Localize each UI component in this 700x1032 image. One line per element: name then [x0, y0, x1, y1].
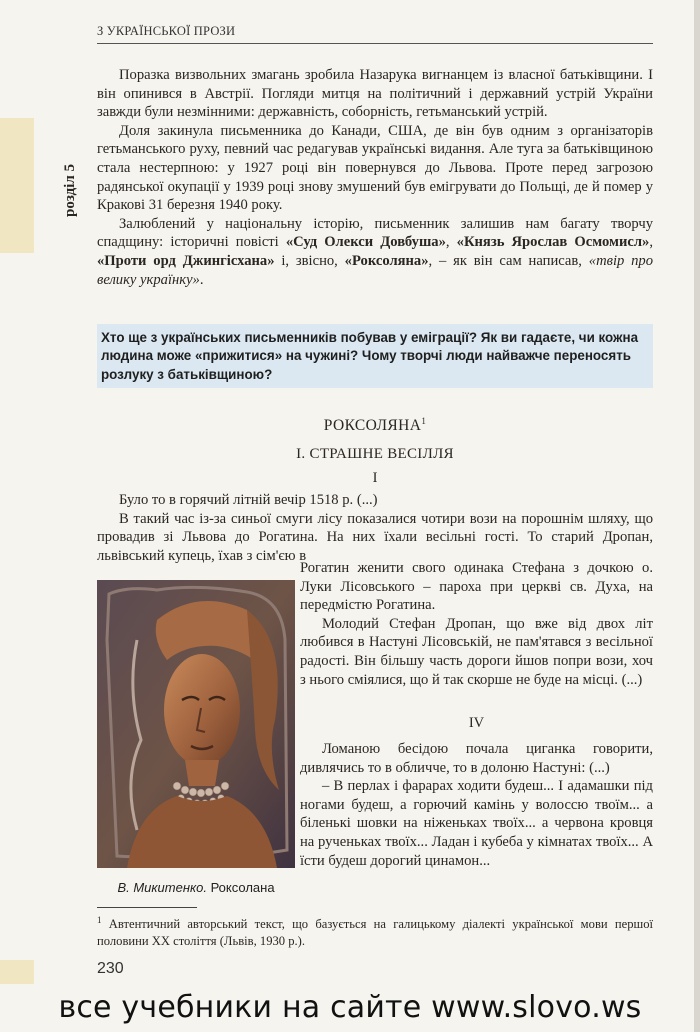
story-title-text: РОКСОЛЯНА	[323, 417, 422, 435]
story-text-right-2	[300, 740, 653, 870]
intro-paragraph-3	[97, 215, 653, 289]
story-text-top	[97, 491, 653, 565]
intro-p3-text: і, звісно,	[274, 252, 345, 269]
footnote-number: 1	[97, 915, 102, 925]
intro-p3-text: , – як він сам написав,	[428, 252, 589, 269]
intro-p3-text: Залюблений у національну історію, письменник залишив нам багату творчу спадщину: історичні повісті	[97, 215, 653, 251]
story-title	[97, 416, 653, 435]
section-color-tab	[0, 118, 34, 253]
story-paragraph-3: Молодий Стефан Дропан, що вже від двох літ любився в Настуні Лісовській, не пам'ятався з весільної радості. Він більшу часть дороги йшов попри вози, хоч з нього сміялися, що й так скорше не буде на місці. (...)	[300, 615, 653, 688]
intro-p3-sep: ,	[445, 234, 457, 251]
intro-paragraph-2: Доля закинула письменника до Канади, США, де він був одним з організаторів гетьманського руху, певний час редагував українські видання. Але туга за батьківщиною стала нестерпною: у 1927 році він повернувся до Львова. Проте перед загрозою радянської окупації у 1939 році знову змушений був емігрувати до Польщі, де й помер у Кракові 31 березня 1940 року.	[97, 122, 653, 214]
intro-p3-sep: ,	[649, 234, 653, 251]
footnote-rule	[97, 907, 197, 908]
corner-color-tab	[0, 960, 34, 984]
running-head: З УКРАЇНСЬКОЇ ПРОЗИ	[97, 24, 653, 44]
work-title-osmomysl: «Князь Ярослав Осмомисл»	[456, 234, 650, 251]
caption-title: Роксолана	[206, 880, 275, 895]
story-text-right	[300, 559, 653, 689]
chapter-heading: І. СТРАШНЕ ВЕСІЛЛЯ	[296, 446, 454, 462]
footnote-mark: 1	[421, 416, 427, 426]
author-quote: «твір про велику українку»	[97, 252, 654, 288]
intro-p3-end: .	[199, 271, 204, 288]
portrait-caption	[97, 880, 295, 895]
site-banner: все учебники на сайте www.slovo.ws	[58, 990, 642, 1025]
work-title-dovbush: «Суд Олекси Довбуша»	[285, 234, 446, 251]
intro-paragraph-1: Поразка визвольних змагань зробила Назарука вигнанцем із власної батьківщини. І він опинився в Австрії. Погляди митця на політичний і державний устрій України завжди були незмінними: державність, соборність, гетьманський устрій.	[97, 67, 653, 121]
story-paragraph-4: Ломаною бесідою почала циганка говорити, дивлячись то в обличче, то в долоню Настуні: (...)	[300, 741, 653, 776]
footnote	[97, 912, 653, 949]
footnote-text: Автентичний авторський текст, що базується на галицькому діалекті української мови першої половини XX століття (Львів, 1930 р.).	[97, 917, 653, 948]
section-label-text: розділ 5	[62, 163, 79, 217]
page-number: 230	[97, 960, 124, 977]
part-number-4: IV	[468, 715, 485, 731]
page-edge	[694, 0, 700, 1032]
question-box: Хто ще з українських письменників побував у еміграції? Як ви гадаєте, чи кожна людина може «прижитися» на чужині? Чому творчі люди найважче переносять розлуку з батьківщиною?	[97, 324, 653, 388]
story-paragraph-2-cont: Рогатин женити свого одинака Стефана з дочкою о. Луки Лісовського – пароха при церкві св. Духа, на передмістю Рогатина.	[300, 560, 653, 614]
story-paragraph-1: Було то в горячий літній вечір 1518 р. (...)	[119, 492, 378, 508]
part-number-1: І	[372, 470, 378, 486]
caption-author: В. Микитенко.	[117, 880, 207, 895]
work-title-dzhynhiskhan: «Проти орд Джингісхана»	[97, 252, 275, 269]
section-label	[58, 145, 84, 235]
work-title-roksolana: «Роксоляна»	[344, 252, 429, 269]
roksolana-portrait-image	[97, 580, 295, 868]
intro-text	[97, 66, 653, 289]
story-paragraph-5: – В перлах і фарарах ходити будеш... І адамашки під ногами будеш, а горючий камінь у волоссю твоїм... а біленькі шовки на ніженьках твоїх... а червона кровця на рученьках твоїх... Ладан і кубеба у кімнатах твоїх... А їсти будеш дорогий цинамон...	[300, 778, 653, 869]
story-paragraph-2: В такий час із-за синьої смуги лісу показалися чотири вози на порошнім шляху, що провадив зі Львова до Рогатина. На них їхали весільні гості. То старий Дропан, львівський купець, їхав з сім'єю в	[97, 510, 653, 564]
